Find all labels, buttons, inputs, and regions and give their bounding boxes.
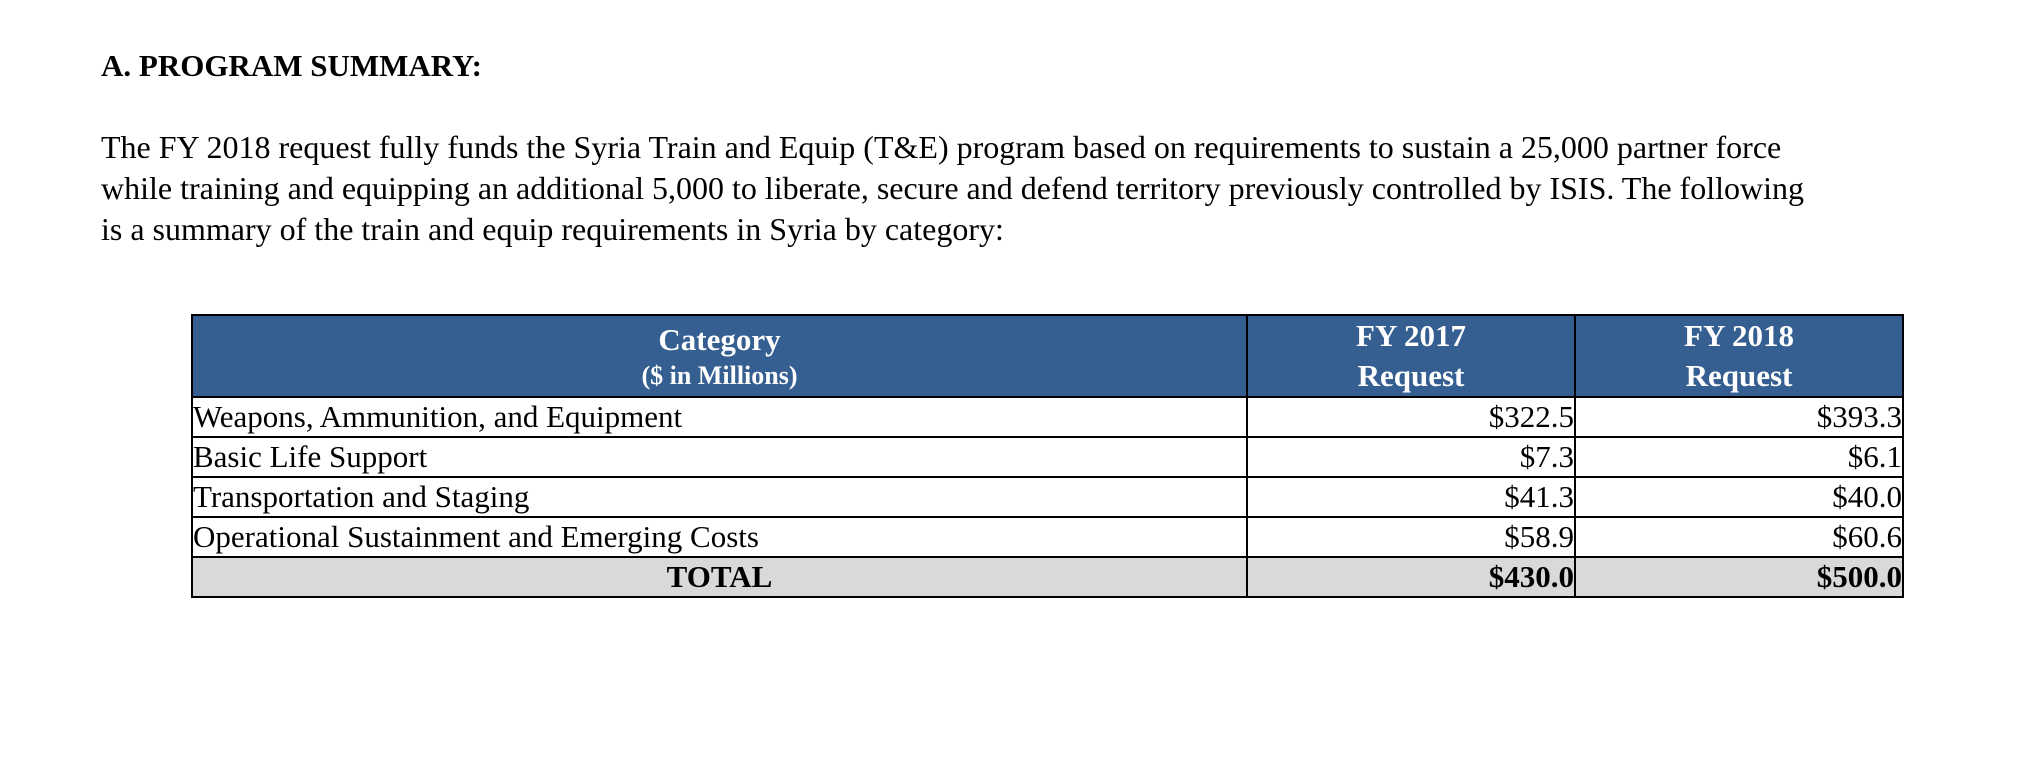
- section-heading: A. PROGRAM SUMMARY:: [101, 48, 482, 83]
- row-fy2018-value: $393.3: [1575, 397, 1903, 437]
- row-fy2017-value: $322.5: [1247, 397, 1575, 437]
- row-fy2017-value: $58.9: [1247, 517, 1575, 557]
- total-label: TOTAL: [192, 557, 1247, 597]
- header-category-unit: ($ in Millions): [641, 361, 798, 390]
- paragraph-line: is a summary of the train and equip requirements in Syria by category:: [101, 211, 1004, 247]
- total-row: [192, 557, 1903, 597]
- header-fy2017-year: FY 2017: [1356, 318, 1466, 353]
- table-row: [192, 397, 1903, 437]
- header-fy2018: [1575, 315, 1903, 397]
- paragraph-line: while training and equipping an additional 5,000 to liberate, secure and defend territory previously controlled by ISIS. The following: [101, 170, 1804, 206]
- header-fy2018-year: FY 2018: [1684, 318, 1794, 353]
- row-fy2018-value: $6.1: [1575, 437, 1903, 477]
- row-category: Operational Sustainment and Emerging Costs: [192, 517, 1247, 557]
- header-fy2017-request: Request: [1357, 358, 1465, 393]
- total-fy2017-value: $430.0: [1247, 557, 1575, 597]
- table-row: [192, 477, 1903, 517]
- row-fy2018-value: $60.6: [1575, 517, 1903, 557]
- table-header-row: [192, 315, 1903, 397]
- row-fy2018-value: $40.0: [1575, 477, 1903, 517]
- header-category-label: Category: [658, 322, 781, 357]
- header-fy2017: [1247, 315, 1575, 397]
- summary-paragraph: [101, 127, 2001, 250]
- header-fy2018-request: Request: [1685, 358, 1793, 393]
- total-fy2018-value: $500.0: [1575, 557, 1903, 597]
- row-fy2017-value: $41.3: [1247, 477, 1575, 517]
- row-category: Basic Life Support: [192, 437, 1247, 477]
- row-fy2017-value: $7.3: [1247, 437, 1575, 477]
- table-row: [192, 437, 1903, 477]
- header-category: [192, 315, 1247, 397]
- row-category: Transportation and Staging: [192, 477, 1247, 517]
- paragraph-line: The FY 2018 request fully funds the Syria Train and Equip (T&E) program based on requirements to sustain a 25,000 partner force: [101, 129, 1782, 165]
- row-category: Weapons, Ammunition, and Equipment: [192, 397, 1247, 437]
- table-row: [192, 517, 1903, 557]
- program-summary-table: [191, 314, 1904, 598]
